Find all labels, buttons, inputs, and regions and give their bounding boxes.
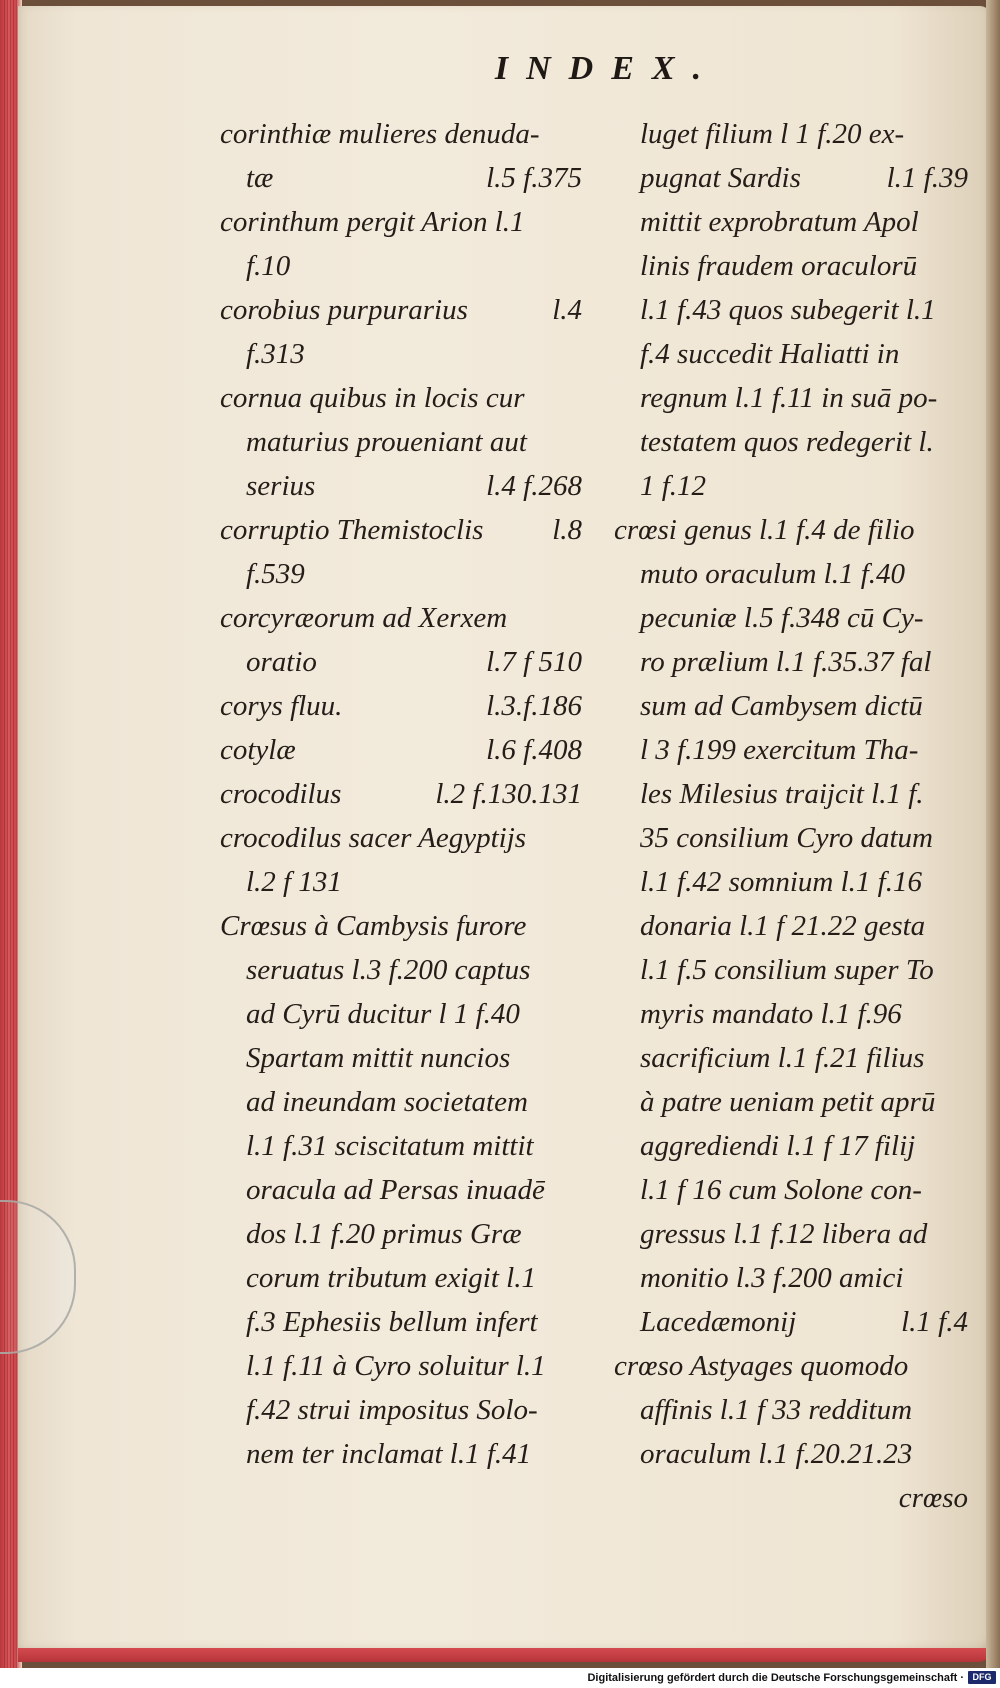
index-line-text: oratio — [246, 646, 317, 678]
index-line-text: 1 f.12 — [640, 470, 707, 502]
index-line — [614, 948, 968, 992]
index-line-reference: l.1 f.39 — [886, 162, 968, 194]
index-line-text: ad ineundam societatem — [246, 1086, 528, 1118]
index-line-text: corum tributum exigit l.1 — [246, 1262, 536, 1294]
index-line-reference: l.4 — [552, 294, 582, 326]
index-line-text: ro prælium l.1 f.35.37 fal — [640, 646, 932, 678]
index-line — [614, 596, 968, 640]
index-line — [220, 904, 582, 948]
index-line — [614, 376, 968, 420]
index-line — [614, 640, 968, 684]
index-line — [614, 1168, 968, 1212]
index-line-reference: crœso — [898, 1482, 968, 1514]
index-line-text: crocodilus sacer Aegyptijs — [220, 822, 527, 854]
index-line-text: l.1 f.43 quos subegerit l.1 — [640, 294, 936, 326]
index-line-text: myris mandato l.1 f.96 — [640, 998, 902, 1030]
index-line — [614, 1388, 968, 1432]
index-line-text: affinis l.1 f 33 redditum — [640, 1394, 913, 1426]
index-line — [220, 420, 582, 464]
index-line-text: pugnat Sardis — [640, 162, 801, 194]
index-line-text: serius — [246, 470, 316, 502]
index-line-text: l.1 f 16 cum Solone con- — [640, 1174, 922, 1206]
index-line-reference: l.5 f.375 — [486, 162, 582, 194]
index-line-text: ad Cyrū ducitur l 1 f.40 — [246, 998, 520, 1030]
index-line — [614, 1300, 968, 1344]
index-line-text: crocodilus — [220, 778, 342, 810]
index-line-text: pecuniæ l.5 f.348 cū Cy- — [640, 602, 924, 634]
index-line-text: corys fluu. — [220, 690, 343, 722]
index-line — [220, 1388, 582, 1432]
index-line — [614, 684, 968, 728]
index-line — [614, 332, 968, 376]
index-line — [220, 1036, 582, 1080]
index-line — [220, 1080, 582, 1124]
index-line-text: corinthiæ mulieres denuda- — [220, 118, 540, 150]
index-line — [614, 904, 968, 948]
index-line-text: l.1 f.11 à Cyro soluitur l.1 — [246, 1350, 546, 1382]
index-line — [614, 1124, 968, 1168]
index-line-reference: l.1 f.4 — [901, 1306, 968, 1338]
index-line-text: 35 consilium Cyro datum — [640, 822, 933, 854]
index-line — [220, 200, 582, 244]
index-line — [220, 1432, 582, 1476]
index-line — [220, 1300, 582, 1344]
index-line-reference: l.3.f.186 — [486, 690, 582, 722]
index-line-text: f.4 succedit Haliatti in — [640, 338, 900, 370]
index-line-text: crœso Astyages quomodo — [614, 1350, 909, 1382]
page-bottom-edge — [18, 1648, 990, 1662]
index-line — [614, 420, 968, 464]
index-line — [614, 464, 968, 508]
index-line-text: cotylæ — [220, 734, 296, 766]
index-line-text: corcyræorum ad Xerxem — [220, 602, 508, 634]
index-line — [220, 1212, 582, 1256]
index-line-text: l.1 f.42 somnium l.1 f.16 — [640, 866, 922, 898]
index-line-text: sum ad Cambysem dictū — [640, 690, 923, 722]
index-line — [220, 816, 582, 860]
index-line — [220, 332, 582, 376]
index-line — [220, 508, 582, 552]
index-line — [220, 244, 582, 288]
index-line-text: seruatus l.3 f.200 captus — [246, 954, 531, 986]
index-line-text: oraculum l.1 f.20.21.23 — [640, 1438, 913, 1470]
index-line-text: linis fraudem oraculorū — [640, 250, 918, 282]
index-line — [614, 1036, 968, 1080]
index-line — [220, 992, 582, 1036]
index-line-text: f.539 — [246, 558, 305, 590]
index-line-text: sacrificium l.1 f.21 filius — [640, 1042, 925, 1074]
footer-credit: Digitalisierung gefördert durch die Deutsche Forschungsgemeinschaft · — [587, 1672, 964, 1684]
index-line-text: cornua quibus in locis cur — [220, 382, 525, 414]
index-line-text: tæ — [246, 162, 274, 194]
index-line — [614, 816, 968, 860]
index-line-reference: l.2 f.130.131 — [435, 778, 582, 810]
index-line-text: l 3 f.199 exercitum Tha- — [640, 734, 919, 766]
index-line-text: l.1 f.31 sciscitatum mittit — [246, 1130, 534, 1162]
index-line-text: l.2 f 131 — [246, 866, 342, 898]
index-line-text: aggrediendi l.1 f 17 filij — [640, 1130, 916, 1162]
index-line — [220, 376, 582, 420]
index-line-reference: l.8 — [552, 514, 582, 546]
index-line — [614, 1344, 968, 1388]
index-line — [614, 200, 968, 244]
index-line — [220, 860, 582, 904]
index-line — [220, 640, 582, 684]
index-line — [220, 684, 582, 728]
footer-bar — [0, 1668, 1000, 1688]
index-line — [614, 1080, 968, 1124]
page-edge-lines — [4, 0, 18, 1668]
page-right-shadow — [986, 0, 1000, 1668]
index-line — [614, 552, 968, 596]
index-column-right — [614, 112, 968, 1520]
index-line — [220, 552, 582, 596]
index-line-text: luget filium l 1 f.20 ex- — [640, 118, 905, 150]
index-line — [220, 1124, 582, 1168]
index-line-text: oracula ad Persas inuadē — [246, 1174, 545, 1206]
index-line — [220, 156, 582, 200]
index-line-text: les Milesius traijcit l.1 f. — [640, 778, 924, 810]
index-line — [614, 288, 968, 332]
index-line-text: Crœsus à Cambysis furore — [220, 910, 527, 942]
index-line-text: regnum l.1 f.11 in suā po- — [640, 382, 938, 414]
index-line — [220, 728, 582, 772]
index-line-text: testatem quos redegerit l. — [640, 426, 934, 458]
index-line-text: Spartam mittit nuncios — [246, 1042, 511, 1074]
index-line-text: l.1 f.5 consilium super To — [640, 954, 934, 986]
index-line-text: Lacedæmonij — [640, 1306, 797, 1338]
index-line-text: corobius purpurarius — [220, 294, 468, 326]
dfg-logo: DFG — [968, 1671, 996, 1684]
index-line-text: à patre ueniam petit aprū — [640, 1086, 936, 1118]
index-line-text: corruptio Themistoclis — [220, 514, 484, 546]
index-line-text: f.313 — [246, 338, 305, 370]
index-line-text: f.10 — [246, 250, 291, 282]
index-line — [220, 288, 582, 332]
index-line — [614, 1212, 968, 1256]
index-line — [220, 772, 582, 816]
index-line-text: f.42 strui impositus Solo- — [246, 1394, 538, 1426]
index-line — [614, 860, 968, 904]
index-line-text: monitio l.3 f.200 amici — [640, 1262, 904, 1294]
index-column-left — [220, 112, 582, 1476]
index-line — [220, 948, 582, 992]
index-line — [220, 596, 582, 640]
index-line — [220, 1256, 582, 1300]
index-line-reference: l.6 f.408 — [486, 734, 582, 766]
index-line-reference: l.7 f 510 — [486, 646, 582, 678]
index-line — [220, 112, 582, 156]
index-line-reference: l.4 f.268 — [486, 470, 582, 502]
index-line-text: crœsi genus l.1 f.4 de filio — [614, 514, 915, 546]
index-line — [614, 1432, 968, 1476]
index-line — [614, 1256, 968, 1300]
index-line — [220, 1344, 582, 1388]
index-line-text: dos l.1 f.20 primus Græ — [246, 1218, 522, 1250]
index-line-text: donaria l.1 f 21.22 gesta — [640, 910, 926, 942]
index-line — [220, 1168, 582, 1212]
index-line-text: f.3 Ephesiis bellum infert — [246, 1306, 538, 1338]
index-line — [614, 112, 968, 156]
index-line-text: nem ter inclamat l.1 f.41 — [246, 1438, 532, 1470]
index-line — [614, 772, 968, 816]
index-line — [614, 156, 968, 200]
index-line-text: corinthum pergit Arion l.1 — [220, 206, 525, 238]
running-header — [0, 50, 1000, 100]
index-line — [614, 992, 968, 1036]
index-line-text: muto oraculum l.1 f.40 — [640, 558, 906, 590]
index-line-text: gressus l.1 f.12 libera ad — [640, 1218, 928, 1250]
index-line — [614, 508, 968, 552]
index-line-text: mittit exprobratum Apol — [640, 206, 919, 238]
index-line — [220, 464, 582, 508]
index-line — [614, 1476, 968, 1520]
index-line-text: maturius proueniant aut — [246, 426, 527, 458]
index-line — [614, 728, 968, 772]
header-title: INDEX. — [494, 50, 720, 87]
index-line — [614, 244, 968, 288]
